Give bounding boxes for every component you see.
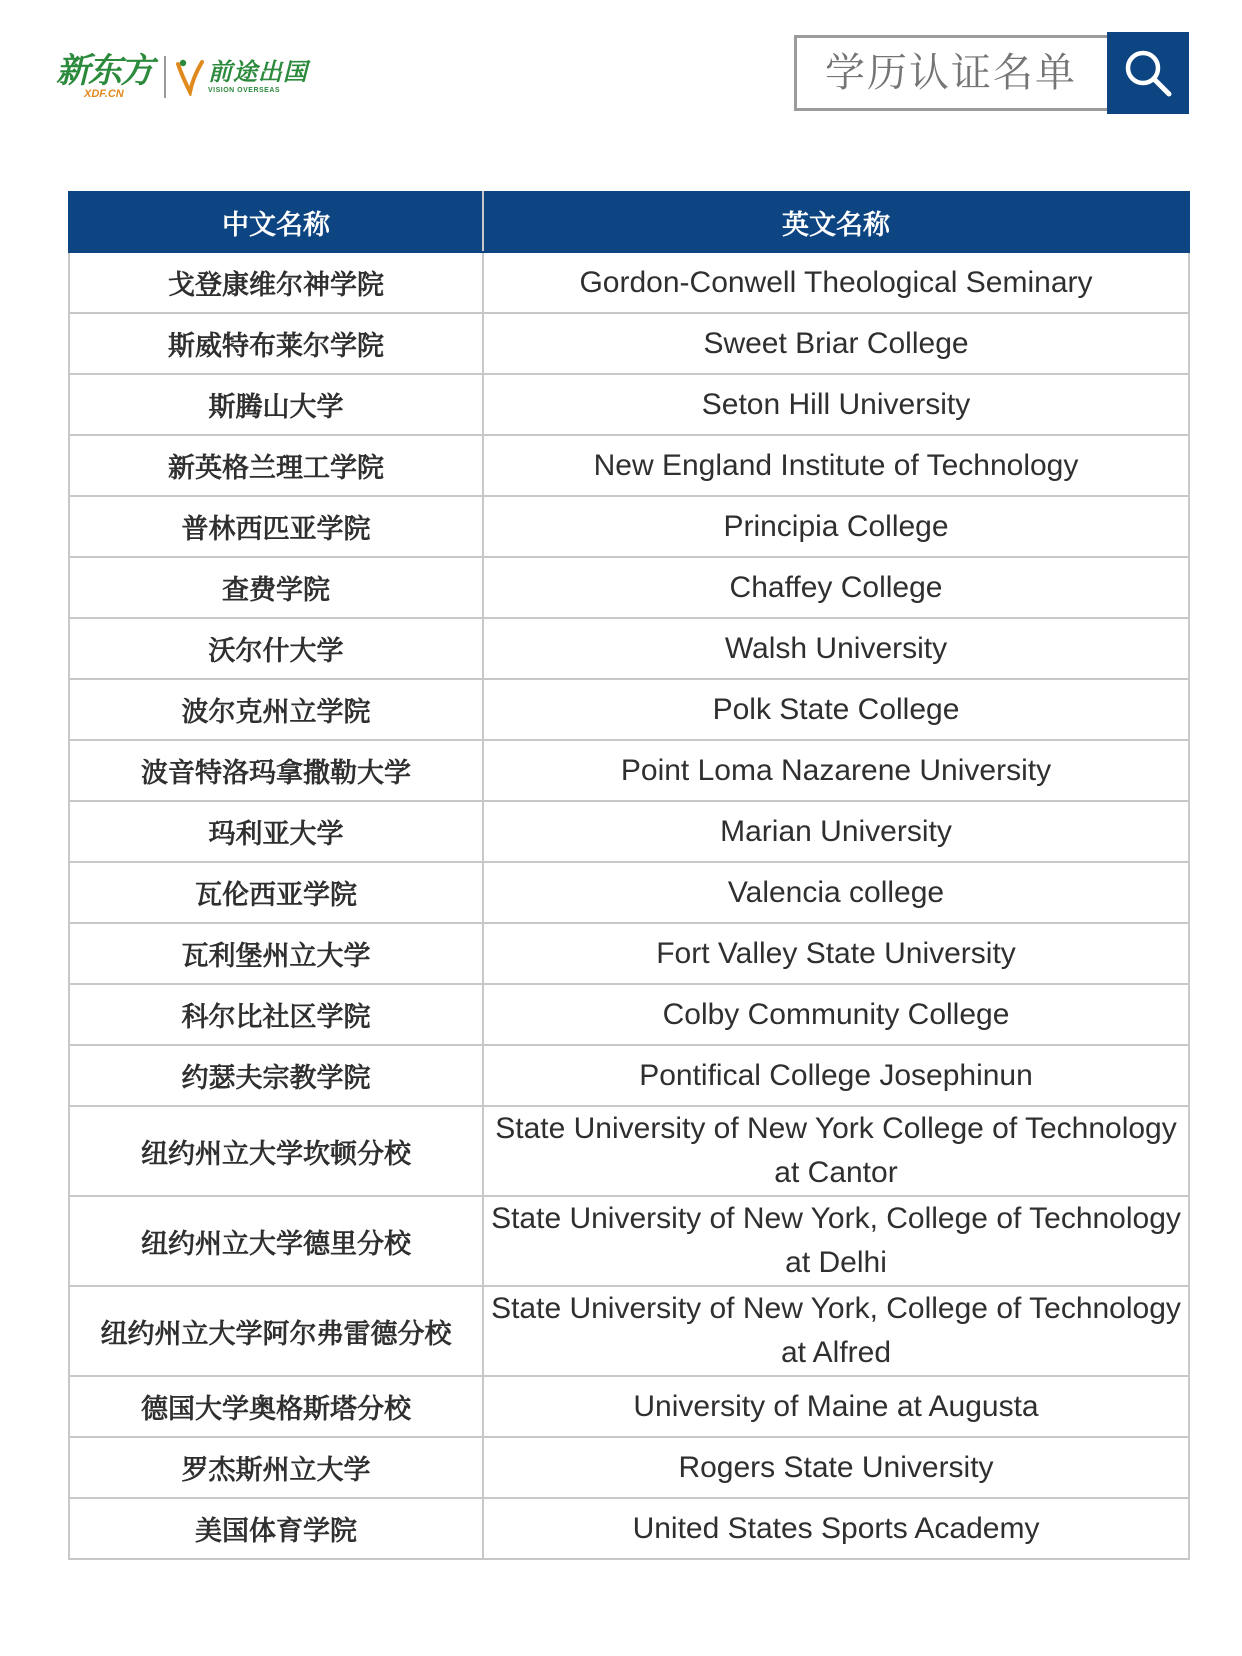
chinese-name-cell: 德国大学奥格斯塔分校	[69, 1376, 483, 1437]
table-row	[69, 1498, 1189, 1559]
vision-logo-subtext: VISION OVERSEAS	[208, 87, 281, 94]
table-row	[69, 496, 1189, 557]
table-row	[69, 618, 1189, 679]
table-row	[69, 1196, 1189, 1286]
brand-logo	[56, 52, 308, 102]
table-row	[69, 252, 1189, 313]
vision-logo-mark-icon	[174, 58, 204, 96]
english-name-cell: Polk State College	[483, 679, 1189, 740]
english-name-cell: Chaffey College	[483, 557, 1189, 618]
english-name-cell: New England Institute of Technology	[483, 435, 1189, 496]
search-input[interactable]	[794, 35, 1107, 111]
english-name-cell: State University of New York College of Technology at Cantor	[483, 1106, 1189, 1196]
table-row	[69, 740, 1189, 801]
chinese-name-cell: 纽约州立大学阿尔弗雷德分校	[69, 1286, 483, 1376]
chinese-name-cell: 科尔比社区学院	[69, 984, 483, 1045]
english-name-cell: Marian University	[483, 801, 1189, 862]
logo-divider	[164, 56, 166, 98]
table-row	[69, 557, 1189, 618]
english-name-cell: Seton Hill University	[483, 374, 1189, 435]
english-name-cell: Valencia college	[483, 862, 1189, 923]
english-name-cell: Principia College	[483, 496, 1189, 557]
chinese-name-cell: 纽约州立大学坎顿分校	[69, 1106, 483, 1196]
xdf-logo-text: 新东方	[56, 51, 152, 91]
search-button[interactable]	[1107, 32, 1189, 114]
chinese-name-cell: 戈登康维尔神学院	[69, 252, 483, 313]
vision-overseas-logo	[174, 58, 308, 96]
table-row	[69, 1286, 1189, 1376]
chinese-name-cell: 普林西匹亚学院	[69, 496, 483, 557]
search-icon	[1121, 46, 1175, 100]
chinese-name-cell: 斯腾山大学	[69, 374, 483, 435]
chinese-name-cell: 罗杰斯州立大学	[69, 1437, 483, 1498]
english-name-cell: Point Loma Nazarene University	[483, 740, 1189, 801]
chinese-name-cell: 瓦伦西亚学院	[69, 862, 483, 923]
chinese-name-cell: 瓦利堡州立大学	[69, 923, 483, 984]
xdf-logo	[56, 51, 152, 100]
chinese-name-cell: 查费学院	[69, 557, 483, 618]
chinese-name-cell: 玛利亚大学	[69, 801, 483, 862]
xdf-logo-domain: XDF.CN	[84, 88, 124, 100]
table-row	[69, 801, 1189, 862]
chinese-name-cell: 新英格兰理工学院	[69, 435, 483, 496]
vision-logo-text: 前途出国	[208, 57, 308, 86]
table-row	[69, 984, 1189, 1045]
search-bar	[794, 35, 1189, 111]
chinese-name-cell: 约瑟夫宗教学院	[69, 1045, 483, 1106]
table-row	[69, 1106, 1189, 1196]
chinese-name-cell: 波音特洛玛拿撒勒大学	[69, 740, 483, 801]
column-header-chinese-name: 中文名称	[69, 192, 483, 252]
table-row	[69, 374, 1189, 435]
table-row	[69, 1376, 1189, 1437]
english-name-cell: Walsh University	[483, 618, 1189, 679]
table-row	[69, 435, 1189, 496]
table-row	[69, 313, 1189, 374]
chinese-name-cell: 斯威特布莱尔学院	[69, 313, 483, 374]
english-name-cell: Fort Valley State University	[483, 923, 1189, 984]
english-name-cell: Rogers State University	[483, 1437, 1189, 1498]
english-name-cell: Gordon-Conwell Theological Seminary	[483, 252, 1189, 313]
table-row	[69, 862, 1189, 923]
certification-table	[68, 191, 1190, 1560]
table-header-row	[69, 192, 1189, 252]
english-name-cell: United States Sports Academy	[483, 1498, 1189, 1559]
english-name-cell: State University of New York, College of Technology at Delhi	[483, 1196, 1189, 1286]
english-name-cell: Colby Community College	[483, 984, 1189, 1045]
english-name-cell: Pontifical College Josephinun	[483, 1045, 1189, 1106]
table-row	[69, 679, 1189, 740]
english-name-cell: University of Maine at Augusta	[483, 1376, 1189, 1437]
table-row	[69, 923, 1189, 984]
chinese-name-cell: 沃尔什大学	[69, 618, 483, 679]
chinese-name-cell: 纽约州立大学德里分校	[69, 1196, 483, 1286]
column-header-english-name: 英文名称	[483, 192, 1189, 252]
english-name-cell: Sweet Briar College	[483, 313, 1189, 374]
english-name-cell: State University of New York, College of Technology at Alfred	[483, 1286, 1189, 1376]
chinese-name-cell: 美国体育学院	[69, 1498, 483, 1559]
table-row	[69, 1437, 1189, 1498]
chinese-name-cell: 波尔克州立学院	[69, 679, 483, 740]
table-row	[69, 1045, 1189, 1106]
